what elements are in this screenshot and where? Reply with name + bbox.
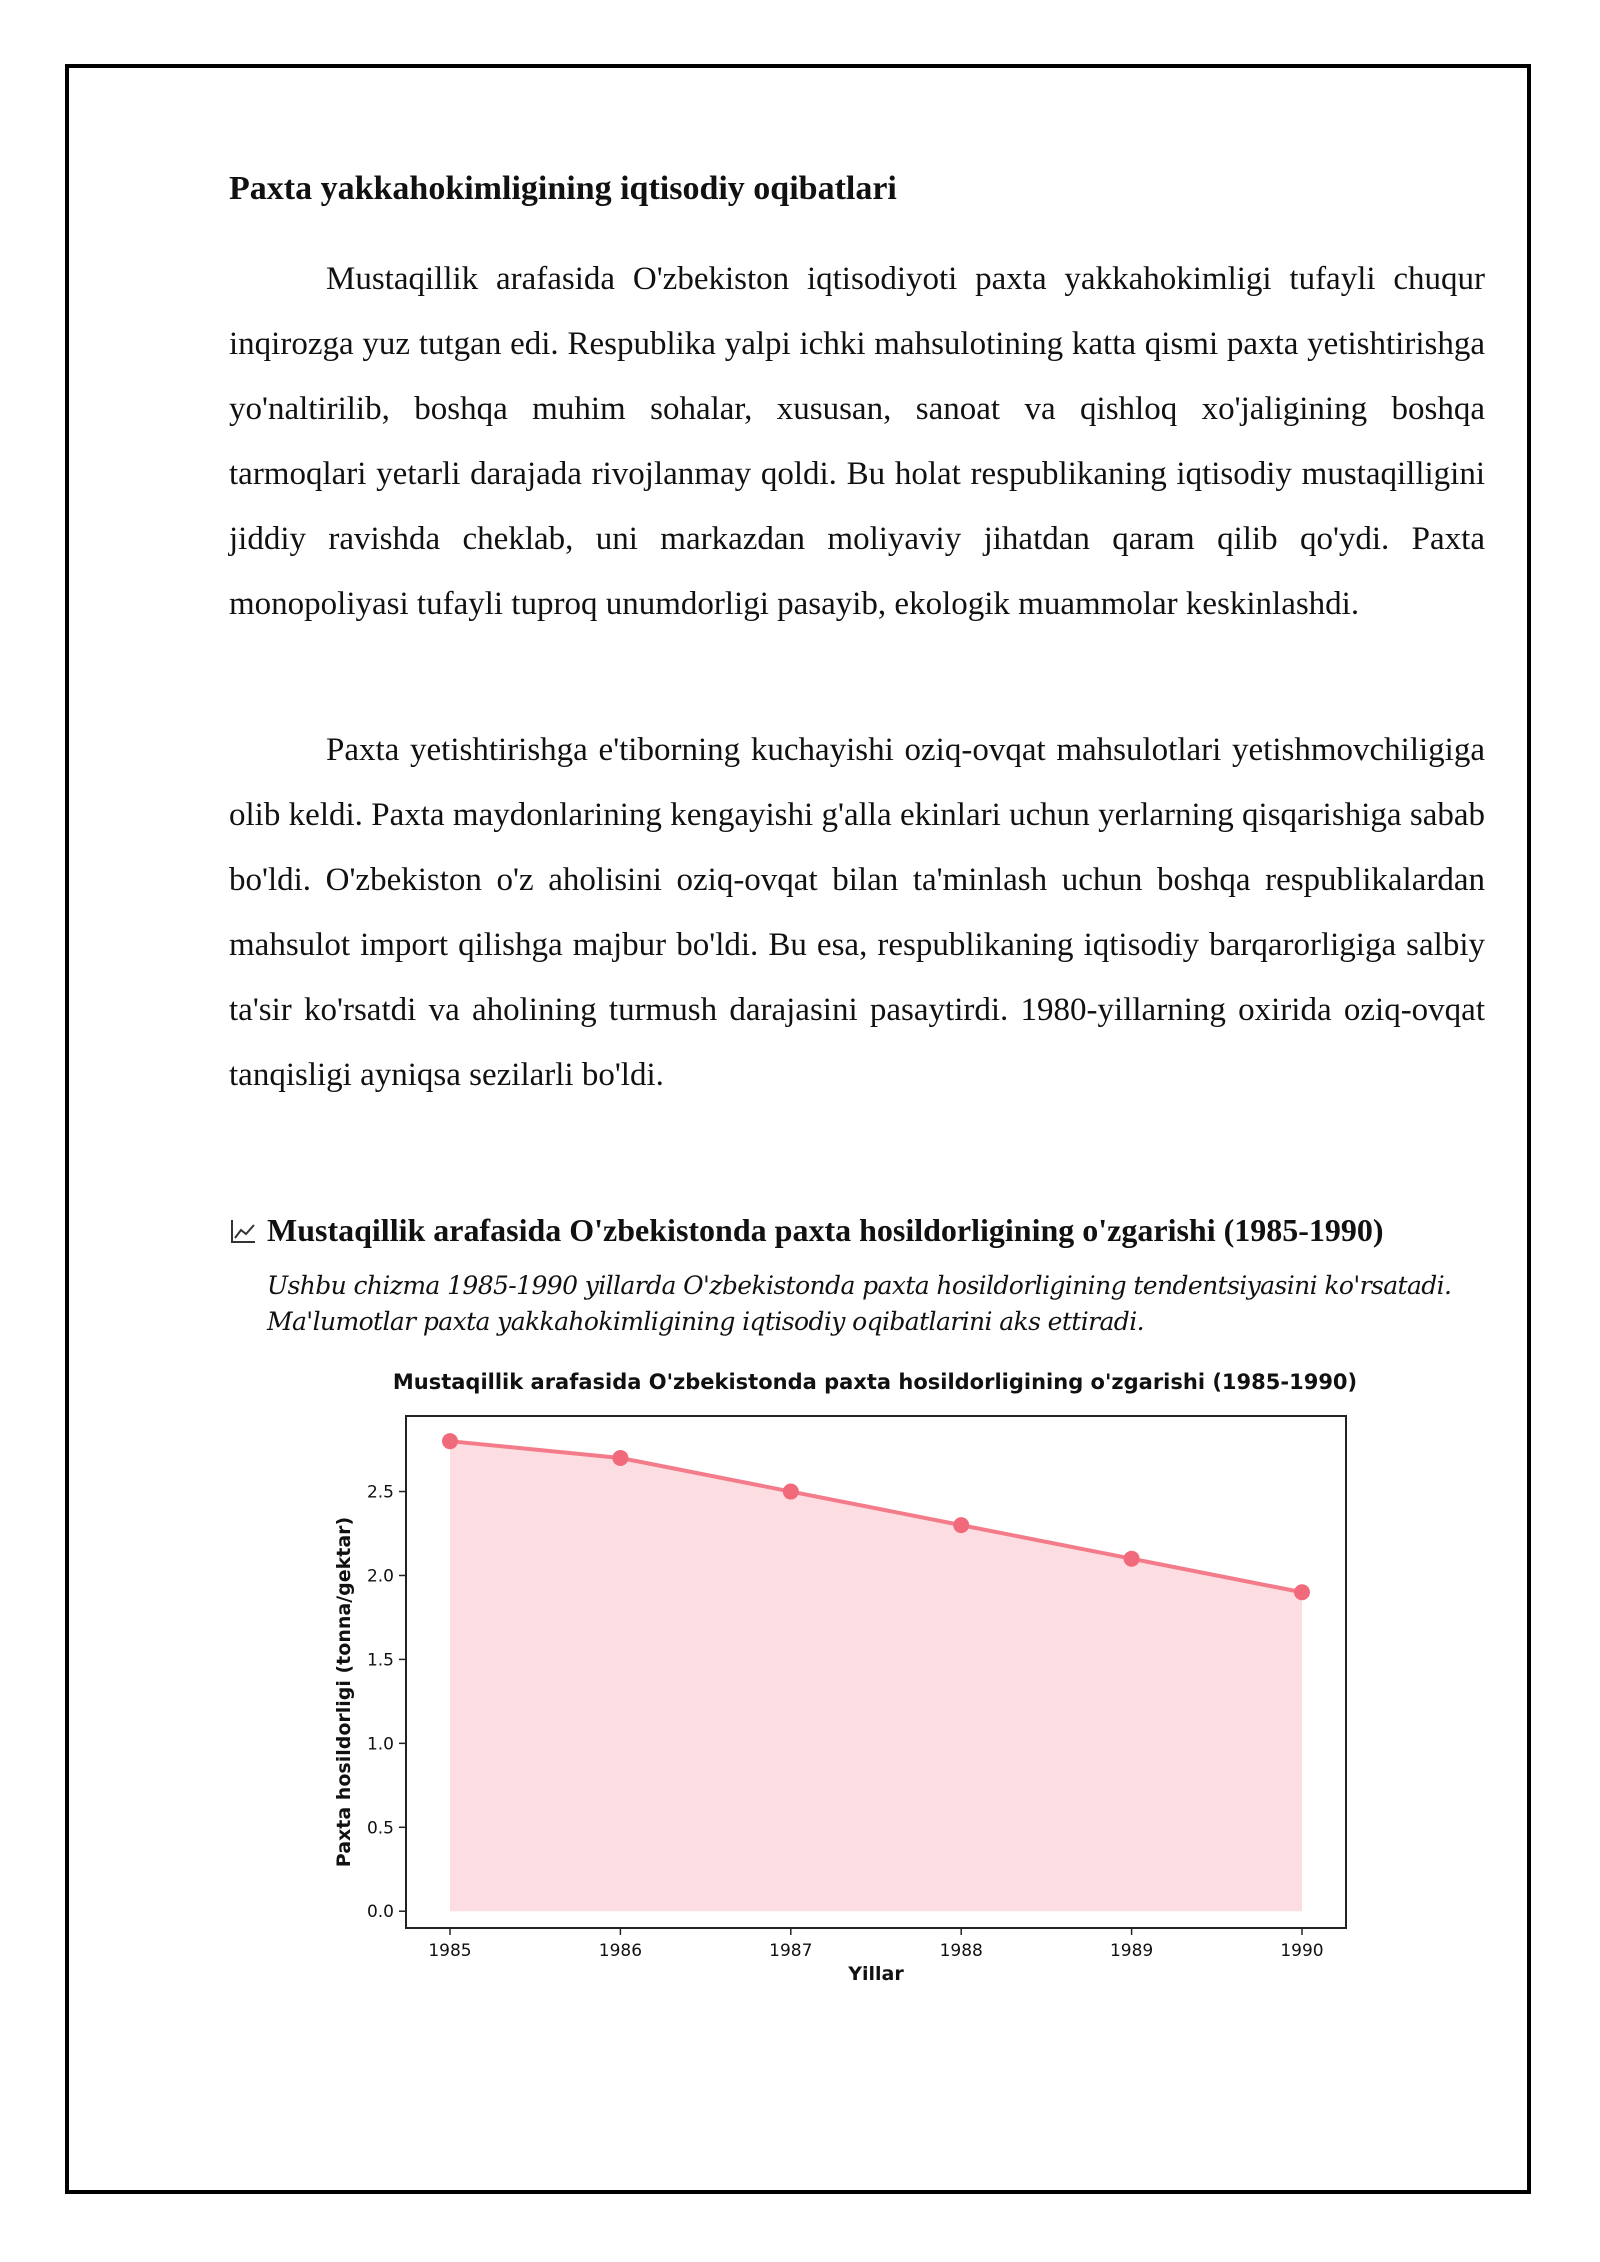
data-point-1986 [612,1450,628,1466]
x-tick-label: 1987 [769,1941,813,1961]
x-tick-label: 1989 [1109,1941,1154,1961]
y-tick-label: 1.5 [366,1650,394,1671]
area-fill [450,1441,1302,1911]
figure-title [229,1212,1384,1249]
x-axis-label: Yillar [848,1963,904,1985]
x-tick-label: 1986 [598,1941,643,1961]
data-point-1987 [783,1484,799,1500]
line-chart-icon [229,1217,257,1245]
x-tick-label: 1990 [1280,1941,1324,1961]
x-tick-label: 1988 [939,1941,983,1961]
chart-title: Mustaqillik arafasida O'zbekistonda paxta hosildorligining o'zgarishi (1985-1990) [392,1370,1358,1394]
paragraph-2: Paxta yetishtirishga e'tiborning kuchayishi oziq-ovqat mahsulotlari yetishmovchiligiga olib keldi. Paxta maydonlarining kengayishi g'alla ekinlari uchun yerlarning qisqarishiga sabab bo'ldi. O'zbekiston o'z aholisini oziq-ovqat bilan ta'minlash uchun boshqa respublikalardan mahsulot import qilishga majbur bo'ldi. Bu esa, respublikaning iqtisodiy barqarorligiga salbiy ta'sir ko'rsatdi va aholining turmush darajasini pasaytirdi. 1980-yillarning oxirida oziq-ovqat tanqisligi ayniqsa sezilarli bo'ldi. [229,732,1485,1093]
x-tick-label: 1985 [428,1941,472,1961]
figure-caption: Ushbu chizma 1985-1990 yillarda O'zbekistonda paxta hosildorligining tendentsiyasini ko'rsatadi. Ma'lumotlar paxta yakkahokimligining iqtisodiy oqibatlarini aks ettiradi. [267,1271,1452,1336]
data-point-1989 [1124,1551,1140,1567]
paragraph-1: Mustaqillik arafasida O'zbekiston iqtisodiyoti paxta yakkahokimligi tufayli chuqur inqirozga yuz tutgan edi. Respublika yalpi ichki mahsulotining katta qismi paxta yetishtirishga yo'naltirilib, boshqa muhim sohalar, xususan, sanoat va qishloq xo'jaligining boshqa tarmoqlari yetarli darajada rivojlanmay qoldi. Bu holat respublikaning iqtisodiy mustaqilligini jiddiy ravishda cheklab, uni markazdan moliyaviy jihatdan qaram qilib qo'ydi. Paxta monopoliyasi tufayli tuproq unumdorligi pasayib, ekologik muammolar keskinlashdi. [229,261,1485,622]
y-tick-label: 2.5 [366,1482,394,1503]
data-point-1990 [1294,1584,1310,1600]
section-heading: Paxta yakkahokimligining iqtisodiy oqibatlari [229,170,897,207]
y-tick-label: 1.0 [366,1734,394,1755]
y-tick-label: 0.5 [366,1818,394,1839]
y-axis-label: Paxta hosildorligi (tonna/gektar) [333,1516,355,1868]
cotton-yield-chart [310,1358,1410,1998]
y-tick-label: 2.0 [366,1566,394,1587]
y-tick-label: 0.0 [366,1902,394,1923]
data-point-1985 [442,1433,458,1449]
data-point-1988 [953,1517,969,1533]
figure-title-text: Mustaqillik arafasida O'zbekistonda paxta hosildorligining o'zgarishi (1985-1990) [267,1212,1384,1248]
